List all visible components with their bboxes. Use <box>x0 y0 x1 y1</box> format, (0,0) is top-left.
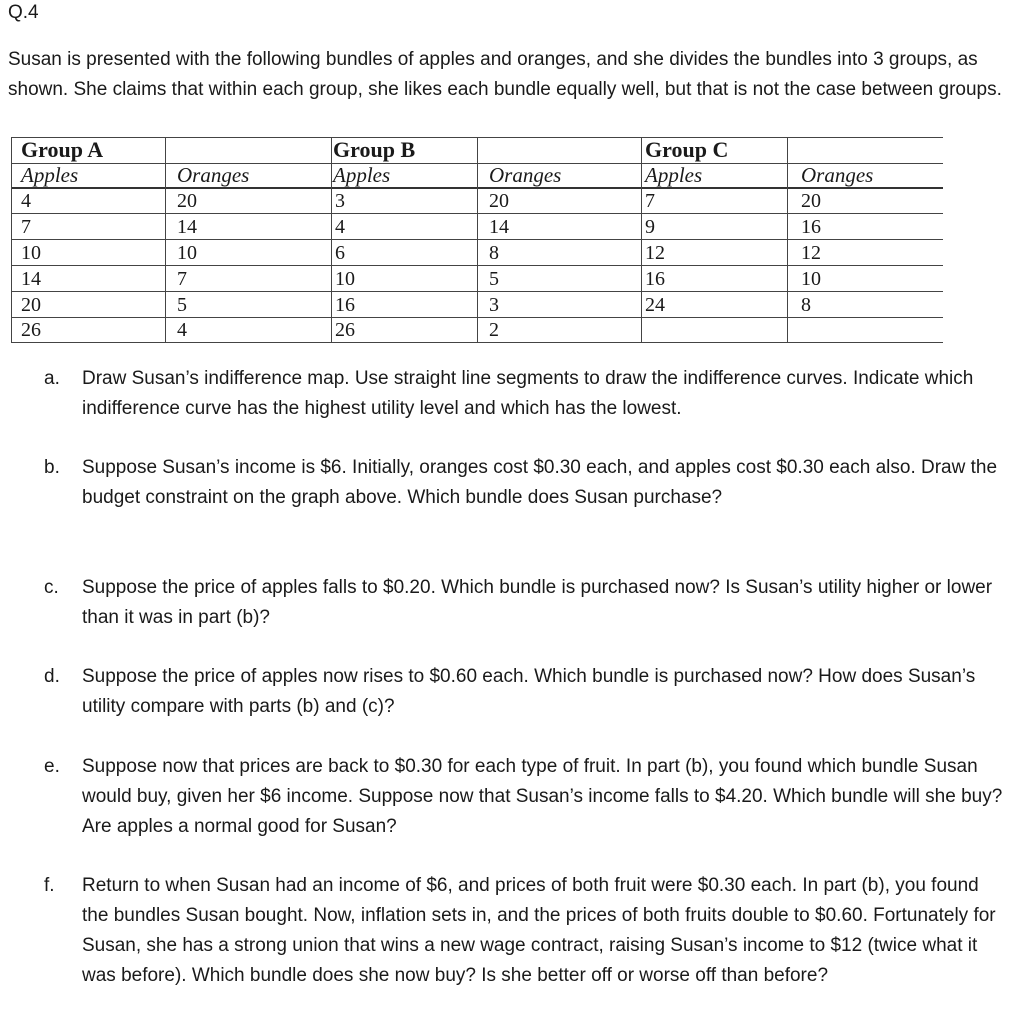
group-a-apples-cell: 4 <box>21 190 31 212</box>
question-label: d. <box>44 666 60 687</box>
group-b-title: Group B <box>333 137 416 162</box>
group-a-oranges-cell: 14 <box>177 216 197 238</box>
question-label: c. <box>44 577 59 598</box>
question-b <box>44 453 1004 513</box>
group-c-apples-cell: 24 <box>645 294 665 316</box>
group-c-oranges-cell: 8 <box>801 294 811 316</box>
group-b-oranges-cell: 14 <box>489 216 509 238</box>
intro-paragraph: Susan is presented with the following bundles of apples and oranges, and she divides the bundles into 3 groups, as shown. She claims that within each group, she likes each bundle equally well, but that is not the case between groups. <box>8 49 1002 100</box>
bundles-table <box>11 137 943 343</box>
group-b-apples-cell: 4 <box>335 216 345 238</box>
group-b-oranges-cell: 20 <box>489 190 509 212</box>
group-c-title: Group C <box>645 137 729 162</box>
table-rule <box>331 137 332 343</box>
question-text: Draw Susan’s indifference map. Use straight line segments to draw the indifference curves. Indicate which indifference curve has the highest utility level and which has the lowest. <box>82 368 974 419</box>
group-a-apples-cell: 26 <box>21 319 41 341</box>
group-b-apples-cell: 3 <box>335 190 345 212</box>
group-a-apples-cell: 7 <box>21 216 31 238</box>
question-number: Q.4 <box>8 2 39 23</box>
table-rule <box>787 137 788 343</box>
group-b-oranges-header: Oranges <box>489 163 562 187</box>
group-b-oranges-cell: 3 <box>489 294 499 316</box>
group-a-apples-cell: 14 <box>21 268 41 290</box>
question-text: Suppose the price of apples now rises to $0.60 each. Which bundle is purchased now? How does Susan’s utility compare with parts (b) and (c)? <box>82 666 976 717</box>
group-b-apples-cell: 6 <box>335 242 345 264</box>
table-rule <box>165 137 166 343</box>
group-c-apples-cell: 12 <box>645 242 665 264</box>
group-c-apples-cell: 9 <box>645 216 655 238</box>
group-a-oranges-cell: 5 <box>177 294 187 316</box>
group-a-oranges-cell: 4 <box>177 319 187 341</box>
group-c-oranges-cell: 12 <box>801 242 821 264</box>
question-label: a. <box>44 368 60 389</box>
question-text: Suppose the price of apples falls to $0.20. Which bundle is purchased now? Is Susan’s utility higher or lower than it was in part (b)? <box>82 577 993 628</box>
question-text: Suppose Susan’s income is $6. Initially, oranges cost $0.30 each, and apples cost $0.30 each also. Draw the budget constraint on the graph above. Which bundle does Susan purchase? <box>82 457 998 508</box>
group-a-apples-cell: 10 <box>21 242 41 264</box>
group-b-apples-header: Apples <box>333 163 391 187</box>
group-a-apples-cell: 20 <box>21 294 41 316</box>
table-rule <box>641 137 642 343</box>
group-c-oranges-cell: 20 <box>801 190 821 212</box>
group-b-oranges-cell: 2 <box>489 319 499 341</box>
question-d <box>44 662 1004 722</box>
question-text: Return to when Susan had an income of $6, and prices of both fruit were $0.30 each. In part (b), you found the bundles Susan bought. Now, inflation sets in, and the prices of both fruits double to $0.60. Fortunately for Susan, she has a strong union that wins a new wage contract, raising Susan’s income to $12 (twice what it was before). Which bundle does she now buy? Is she better off or worse off than before? <box>82 875 996 986</box>
group-a-oranges-cell: 7 <box>177 268 187 290</box>
question-f <box>44 871 1004 991</box>
question-label: e. <box>44 756 60 777</box>
group-b-apples-cell: 10 <box>335 268 355 290</box>
group-c-apples-cell: 7 <box>645 190 655 212</box>
table-rule <box>11 137 12 343</box>
group-a-apples-header: Apples <box>21 163 79 187</box>
question-a <box>44 364 1004 424</box>
group-a-oranges-header: Oranges <box>177 163 250 187</box>
question-e <box>44 752 1004 842</box>
question-text: Suppose now that prices are back to $0.30 for each type of fruit. In part (b), you found which bundle Susan would buy, given her $6 income. Suppose now that Susan’s income falls to $4.20. Which bundle will she buy? Are apples a normal good for Susan? <box>82 756 1003 837</box>
group-b-apples-cell: 26 <box>335 319 355 341</box>
group-b-oranges-cell: 5 <box>489 268 499 290</box>
group-b-apples-cell: 16 <box>335 294 355 316</box>
group-c-oranges-header: Oranges <box>801 163 874 187</box>
question-c <box>44 573 1004 633</box>
group-c-apples-cell: 16 <box>645 268 665 290</box>
group-c-oranges-cell: 10 <box>801 268 821 290</box>
group-a-oranges-cell: 20 <box>177 190 197 212</box>
question-label: b. <box>44 457 60 478</box>
table-rule <box>477 137 478 343</box>
question-label: f. <box>44 875 55 896</box>
group-c-oranges-cell: 16 <box>801 216 821 238</box>
group-a-oranges-cell: 10 <box>177 242 197 264</box>
group-b-oranges-cell: 8 <box>489 242 499 264</box>
group-c-apples-header: Apples <box>645 163 703 187</box>
group-a-title: Group A <box>21 137 104 162</box>
